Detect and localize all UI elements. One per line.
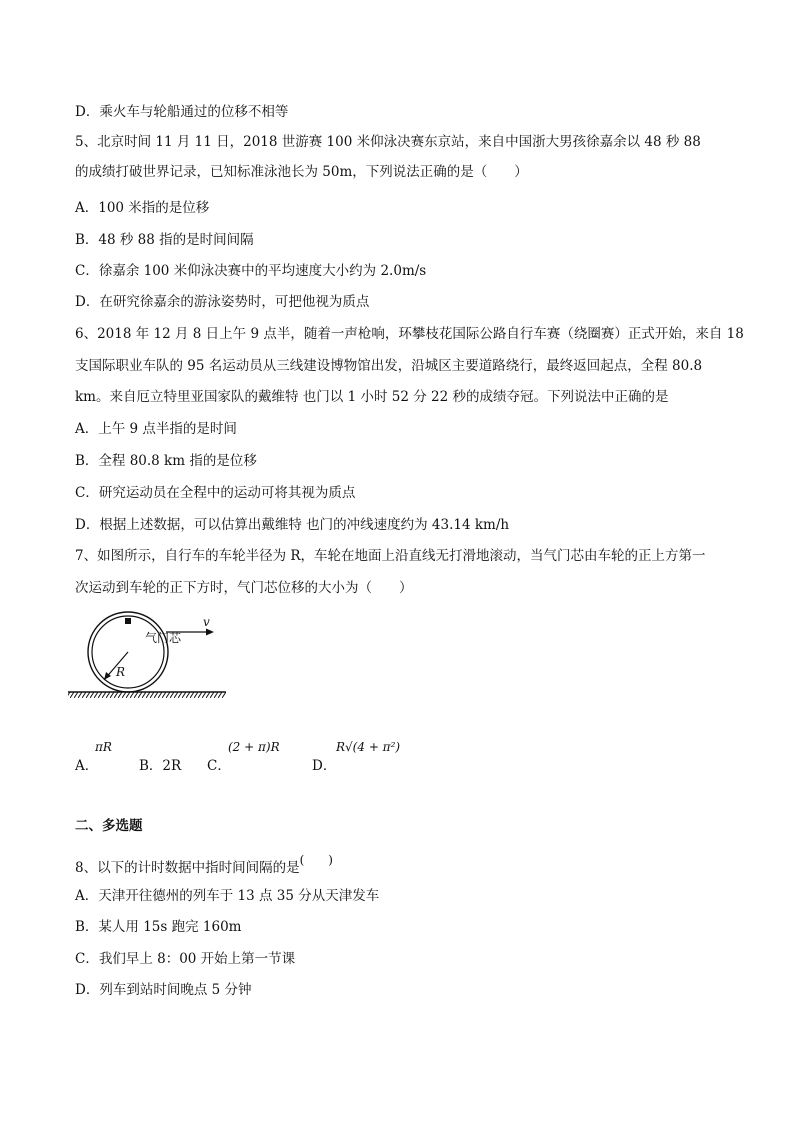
q6-option-a: A．上午 9 点半指的是时间 <box>75 421 237 437</box>
wheel-figure <box>66 608 231 703</box>
q8-stem <box>75 853 333 877</box>
q6-option-b: B．全程 80.8 km 指的是位移 <box>75 453 257 469</box>
valve-label: 气门芯 <box>145 631 182 645</box>
valve-core-marker <box>125 618 131 624</box>
q5-option-a: A．100 米指的是位移 <box>75 200 210 216</box>
q7-option-d-expr: R√(4 + π²) <box>336 740 401 754</box>
q7-stem-line1: 7、如图所示，自行车的车轮半径为 R，车轮在地面上沿直线无打滑地滚动，当气门芯由车轮的正上方第一 <box>75 548 706 564</box>
q8-option-c: C．我们早上 8：00 开始上第一节课 <box>75 951 296 967</box>
q7-option-d-label: D． <box>312 758 337 774</box>
q6-stem-line3: km。来自厄立特里亚国家队的戴维特 也门以 1 小时 52 分 22 秒的成绩夺冠。下列说法中正确的是 <box>75 389 669 405</box>
q8-option-d: D．列车到站时间晚点 5 分钟 <box>75 982 252 998</box>
q7-option-a-label: A． <box>75 758 99 774</box>
q5-stem-line1: 5、北京时间 11 月 11 日，2018 世游赛 100 米仰泳决赛东京站，来自中国浙大男孩徐嘉余以 48 秒 88 <box>75 134 701 150</box>
q7-option-b: B．2R <box>139 758 182 774</box>
q6-option-d: D．根据上述数据，可以估算出戴维特 也门的冲线速度约为 43.14 km/h <box>75 517 510 533</box>
q8-option-a: A．天津开往德州的列车于 13 点 35 分从天津发车 <box>75 888 380 904</box>
q8-option-b: B．某人用 15s 跑完 160m <box>75 919 242 935</box>
velocity-arrow-icon <box>206 629 214 636</box>
velocity-label: v <box>203 615 210 629</box>
q4-option-d: D．乘火车与轮船通过的位移不相等 <box>75 104 289 120</box>
q6-stem-line1: 6、2018 年 12 月 8 日上午 9 点半，随着一声枪响，环攀枝花国际公路自行车赛（绕圈赛）正式开始，来自 18 <box>75 326 744 342</box>
q7-option-c-expr: (2 + π)R <box>228 740 280 754</box>
q5-option-c: C．徐嘉余 100 米仰泳决赛中的平均速度大小约为 2.0m/s <box>75 263 427 279</box>
q5-option-d: D．在研究徐嘉余的游泳姿势时，可把他视为质点 <box>75 294 370 310</box>
q8-stem-text: 8、以下的计时数据中指时间间隔的是 <box>75 860 300 876</box>
q5-option-b: B．48 秒 88 指的是时间间隔 <box>75 232 254 248</box>
q8-answer-paren: ( ) <box>299 853 333 867</box>
q6-option-c: C．研究运动员在全程中的运动可将其视为质点 <box>75 485 356 501</box>
q6-stem-line2: 支国际职业车队的 95 名运动员从三线建设博物馆出发，沿城区主要道路绕行，最终返回起点，全程 80.8 <box>75 358 703 374</box>
radius-label: R <box>116 665 126 679</box>
section-title-multiple-choice: 二、多选题 <box>75 818 143 834</box>
q7-option-a-expr: πR <box>95 740 112 754</box>
q7-stem-line2: 次运动到车轮的正下方时，气门芯位移的大小为（ ） <box>75 580 413 596</box>
q7-option-c-label: C． <box>207 758 231 774</box>
q5-stem-line2: 的成绩打破世界记录，已知标准泳池长为 50m，下列说法正确的是（ ） <box>75 164 528 180</box>
ground-hatching <box>68 692 226 698</box>
